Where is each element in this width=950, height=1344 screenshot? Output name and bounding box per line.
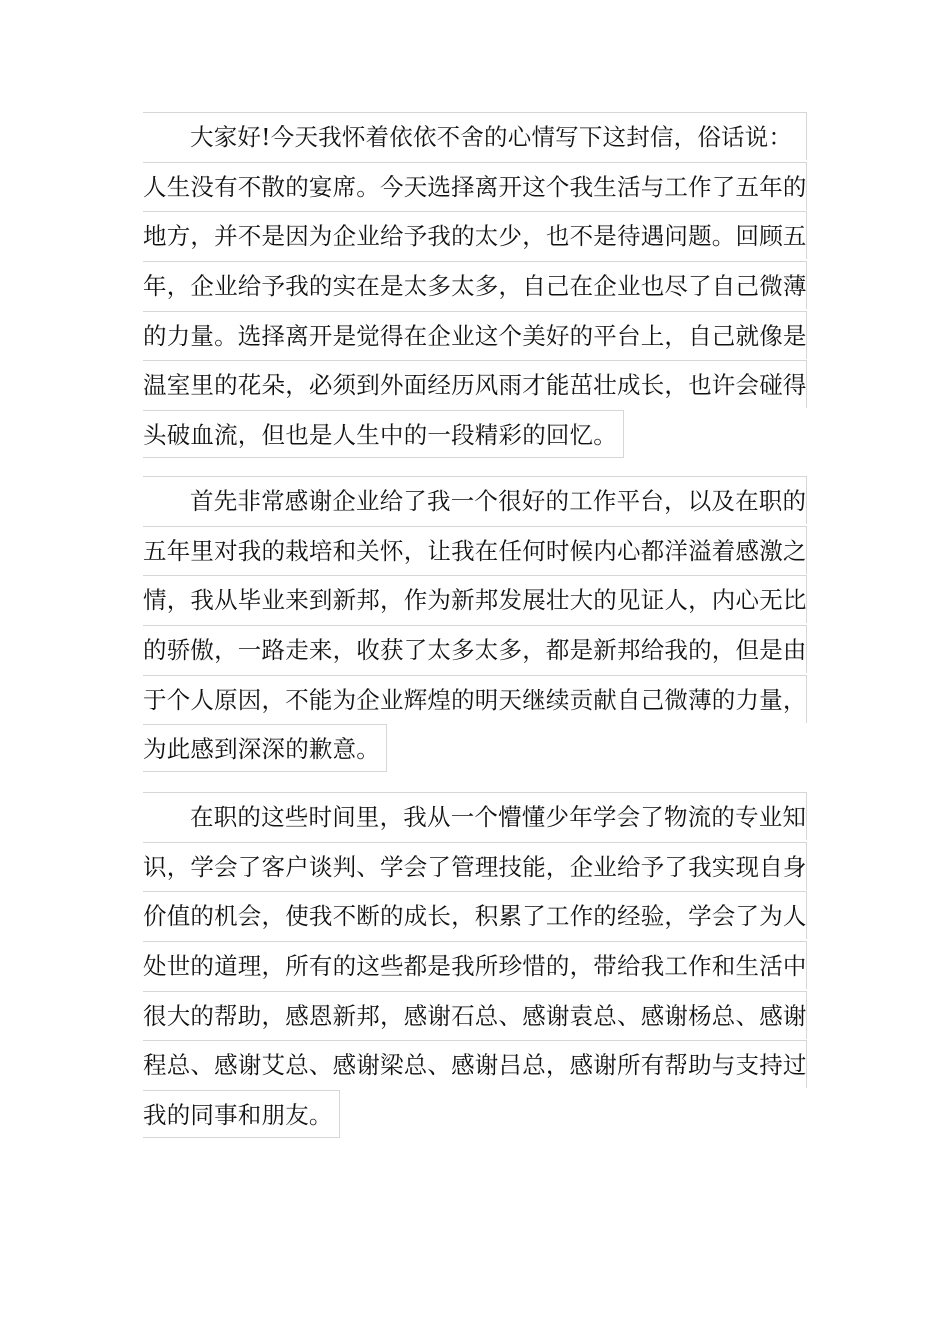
paragraph-2 [143, 476, 807, 774]
text-line: 很大的帮助，感恩新邦，感谢石总、感谢袁总、感谢杨总、感谢 [143, 991, 807, 1039]
text-line: 人生没有不散的宴席。今天选择离开这个我生活与工作了五年的 [143, 162, 807, 210]
text-line: 首先非常感谢企业给了我一个很好的工作平台，以及在职的 [143, 476, 807, 524]
text-line: 价值的机会，使我不断的成长，积累了工作的经验，学会了为人 [143, 891, 807, 939]
text-line: 头破血流，但也是人生中的一段精彩的回忆。 [143, 410, 624, 458]
text-line: 情，我从毕业来到新邦，作为新邦发展壮大的见证人，内心无比 [143, 575, 807, 623]
text-line: 温室里的花朵，必须到外面经历风雨才能茁壮成长，也许会碰得 [143, 360, 807, 408]
text-line: 处世的道理，所有的这些都是我所珍惜的，带给我工作和生活中 [143, 941, 807, 989]
paragraph-1 [143, 112, 807, 460]
text-line: 我的同事和朋友。 [143, 1090, 340, 1138]
text-line: 程总、感谢艾总、感谢梁总、感谢吕总，感谢所有帮助与支持过 [143, 1040, 807, 1088]
text-line: 的骄傲，一路走来，收获了太多太多，都是新邦给我的，但是由 [143, 625, 807, 673]
text-line: 地方，并不是因为企业给予我的太少，也不是待遇问题。回顾五 [143, 211, 807, 259]
text-line: 五年里对我的栽培和关怀，让我在任何时候内心都洋溢着感激之 [143, 526, 807, 574]
text-line: 于个人原因，不能为企业辉煌的明天继续贡献自己微薄的力量， [143, 675, 807, 723]
text-line: 在职的这些时间里，我从一个懵懂少年学会了物流的专业知 [143, 792, 807, 840]
text-line: 大家好!今天我怀着依依不舍的心情写下这封信，俗话说： [143, 112, 807, 160]
text-line: 为此感到深深的歉意。 [143, 724, 387, 772]
paragraph-3 [143, 792, 807, 1140]
text-line: 识，学会了客户谈判、学会了管理技能，企业给予了我实现自身 [143, 842, 807, 890]
text-line: 的力量。选择离开是觉得在企业这个美好的平台上，自己就像是 [143, 311, 807, 359]
text-line: 年，企业给予我的实在是太多太多，自己在企业也尽了自己微薄 [143, 261, 807, 309]
